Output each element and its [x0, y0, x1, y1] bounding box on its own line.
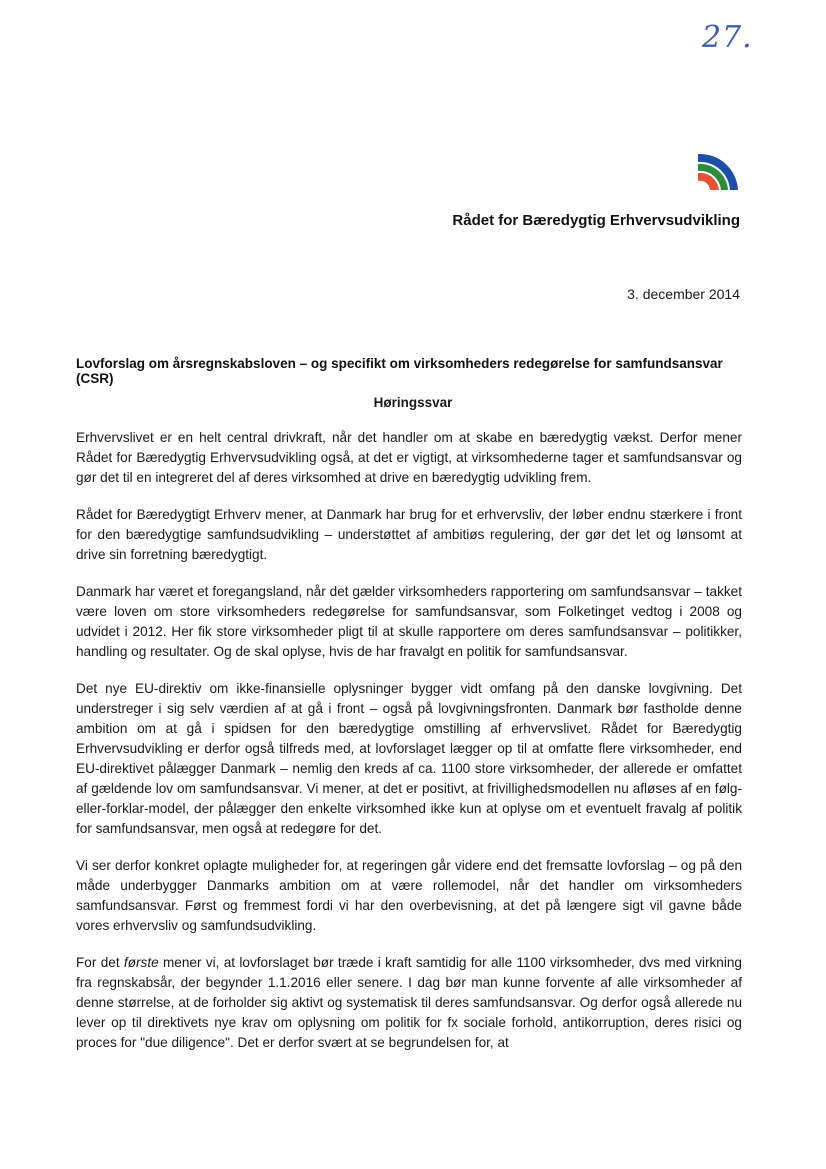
council-logo-icon [696, 150, 740, 192]
paragraph-1: Erhvervslivet er en helt central drivkraft, når det handler om at skabe en bæredygtig vækst. Derfor mener Rådet for Bæredygtig Erhvervsudvikling også, at det er vigtigt, at virksomhederne tager et samfundsansvar og gør det til en integreret del af deres virksomhed at drive en bæredygtig udvikling frem. [76, 430, 742, 485]
document-title: Lovforslag om årsregnskabsloven – og specifikt om virksomheders redegørelse for samfundsansvar (CSR) [76, 356, 723, 386]
paragraph-3: Danmark har været et foregangsland, når det gælder virksomheders rapportering om samfundsansvar – takket være loven om store virksomheders redegørelse for samfundsansvar, som Folketinget vedtog i 2008 og udvidet i 2012. Her fik store virksomheder pligt til at skulle rapportere om deres samfundsansvar – politikker, handling og resultater. Og de skal oplyse, hvis de har fravalgt en politik for samfundsansvar. [76, 584, 742, 659]
paragraph-6-start: For det [76, 955, 124, 970]
paragraph-6-rest: mener vi, at lovforslaget bør træde i kraft samtidig for alle 1100 virksomheder, dvs med virkning fra regnskabsår, der begynder 1.1.2016 eller senere. I dag bør man kunne forvente af alle virksomheder af denne størrelse, at de forholder sig aktivt og systematisk til deres samfundsansvar. Og derfor også allerede nu lever op til direktivets nye krav om oplysning om politik for fx sociale forhold, antikorruption, deres risici og proces for "due diligence". Det er derfor svært at se begrundelsen for, at [76, 955, 742, 1050]
body-text [76, 428, 742, 1070]
letter-date: 3. december 2014 [627, 286, 740, 302]
organization-name: Rådet for Bæredygtig Erhvervsudvikling [452, 212, 740, 229]
paragraph-5: Vi ser derfor konkret oplagte muligheder for, at regeringen går videre end det fremsatte lovforslag – og på den måde underbygger Danmarks ambition om at være rollemodel, når det handler om virksomheders samfundsansvar. Først og fremmest fordi vi har den overbevisning, at det på længere sigt vil gavne både vores erhvervsliv og samfundsudvikling. [76, 858, 742, 933]
paragraph-6-emphasis: første [123, 955, 159, 970]
paragraph-2: Rådet for Bæredygtigt Erhverv mener, at Danmark har brug for et erhvervsliv, der løber endnu stærkere i front for den bæredygtige samfundsudvikling – understøttet af ambitiøs regulering, der gør det let og lønsomt at drive sin forretning bæredygtigt. [76, 507, 742, 562]
document-subtitle: Høringssvar [373, 395, 453, 410]
paragraph-4: Det nye EU-direktiv om ikke-finansielle oplysninger bygger vidt omfang på den danske lovgivning. Det understreger i sig selv værdien af at gå i front – også på lovgivningsfronten. Danmark bør fastholde denne ambition om at gå i spidsen for den bæredygtige omstilling af erhvervslivet. Rådet for Bæredygtig Erhvervsudvikling er derfor også tilfreds med, at lovforslaget lægger op til at omfatte flere virksomheder, end EU-direktivet pålægger Danmark – nemlig den kreds af ca. 1100 store virksomheder, der allerede er omfattet af gældende lov om samfundsansvar. Vi mener, at det er positivt, at frivillighedsmodellen nu afløses af en følg-eller-forklar-model, der pålægger den enkelte virksomhed ikke kun at oplyse om et eventuelt fravalg af politik for samfundsansvar, men også at redegøre for det. [76, 681, 742, 836]
paragraph-6 [76, 953, 742, 1053]
handwritten-page-number: 27. [702, 20, 753, 55]
